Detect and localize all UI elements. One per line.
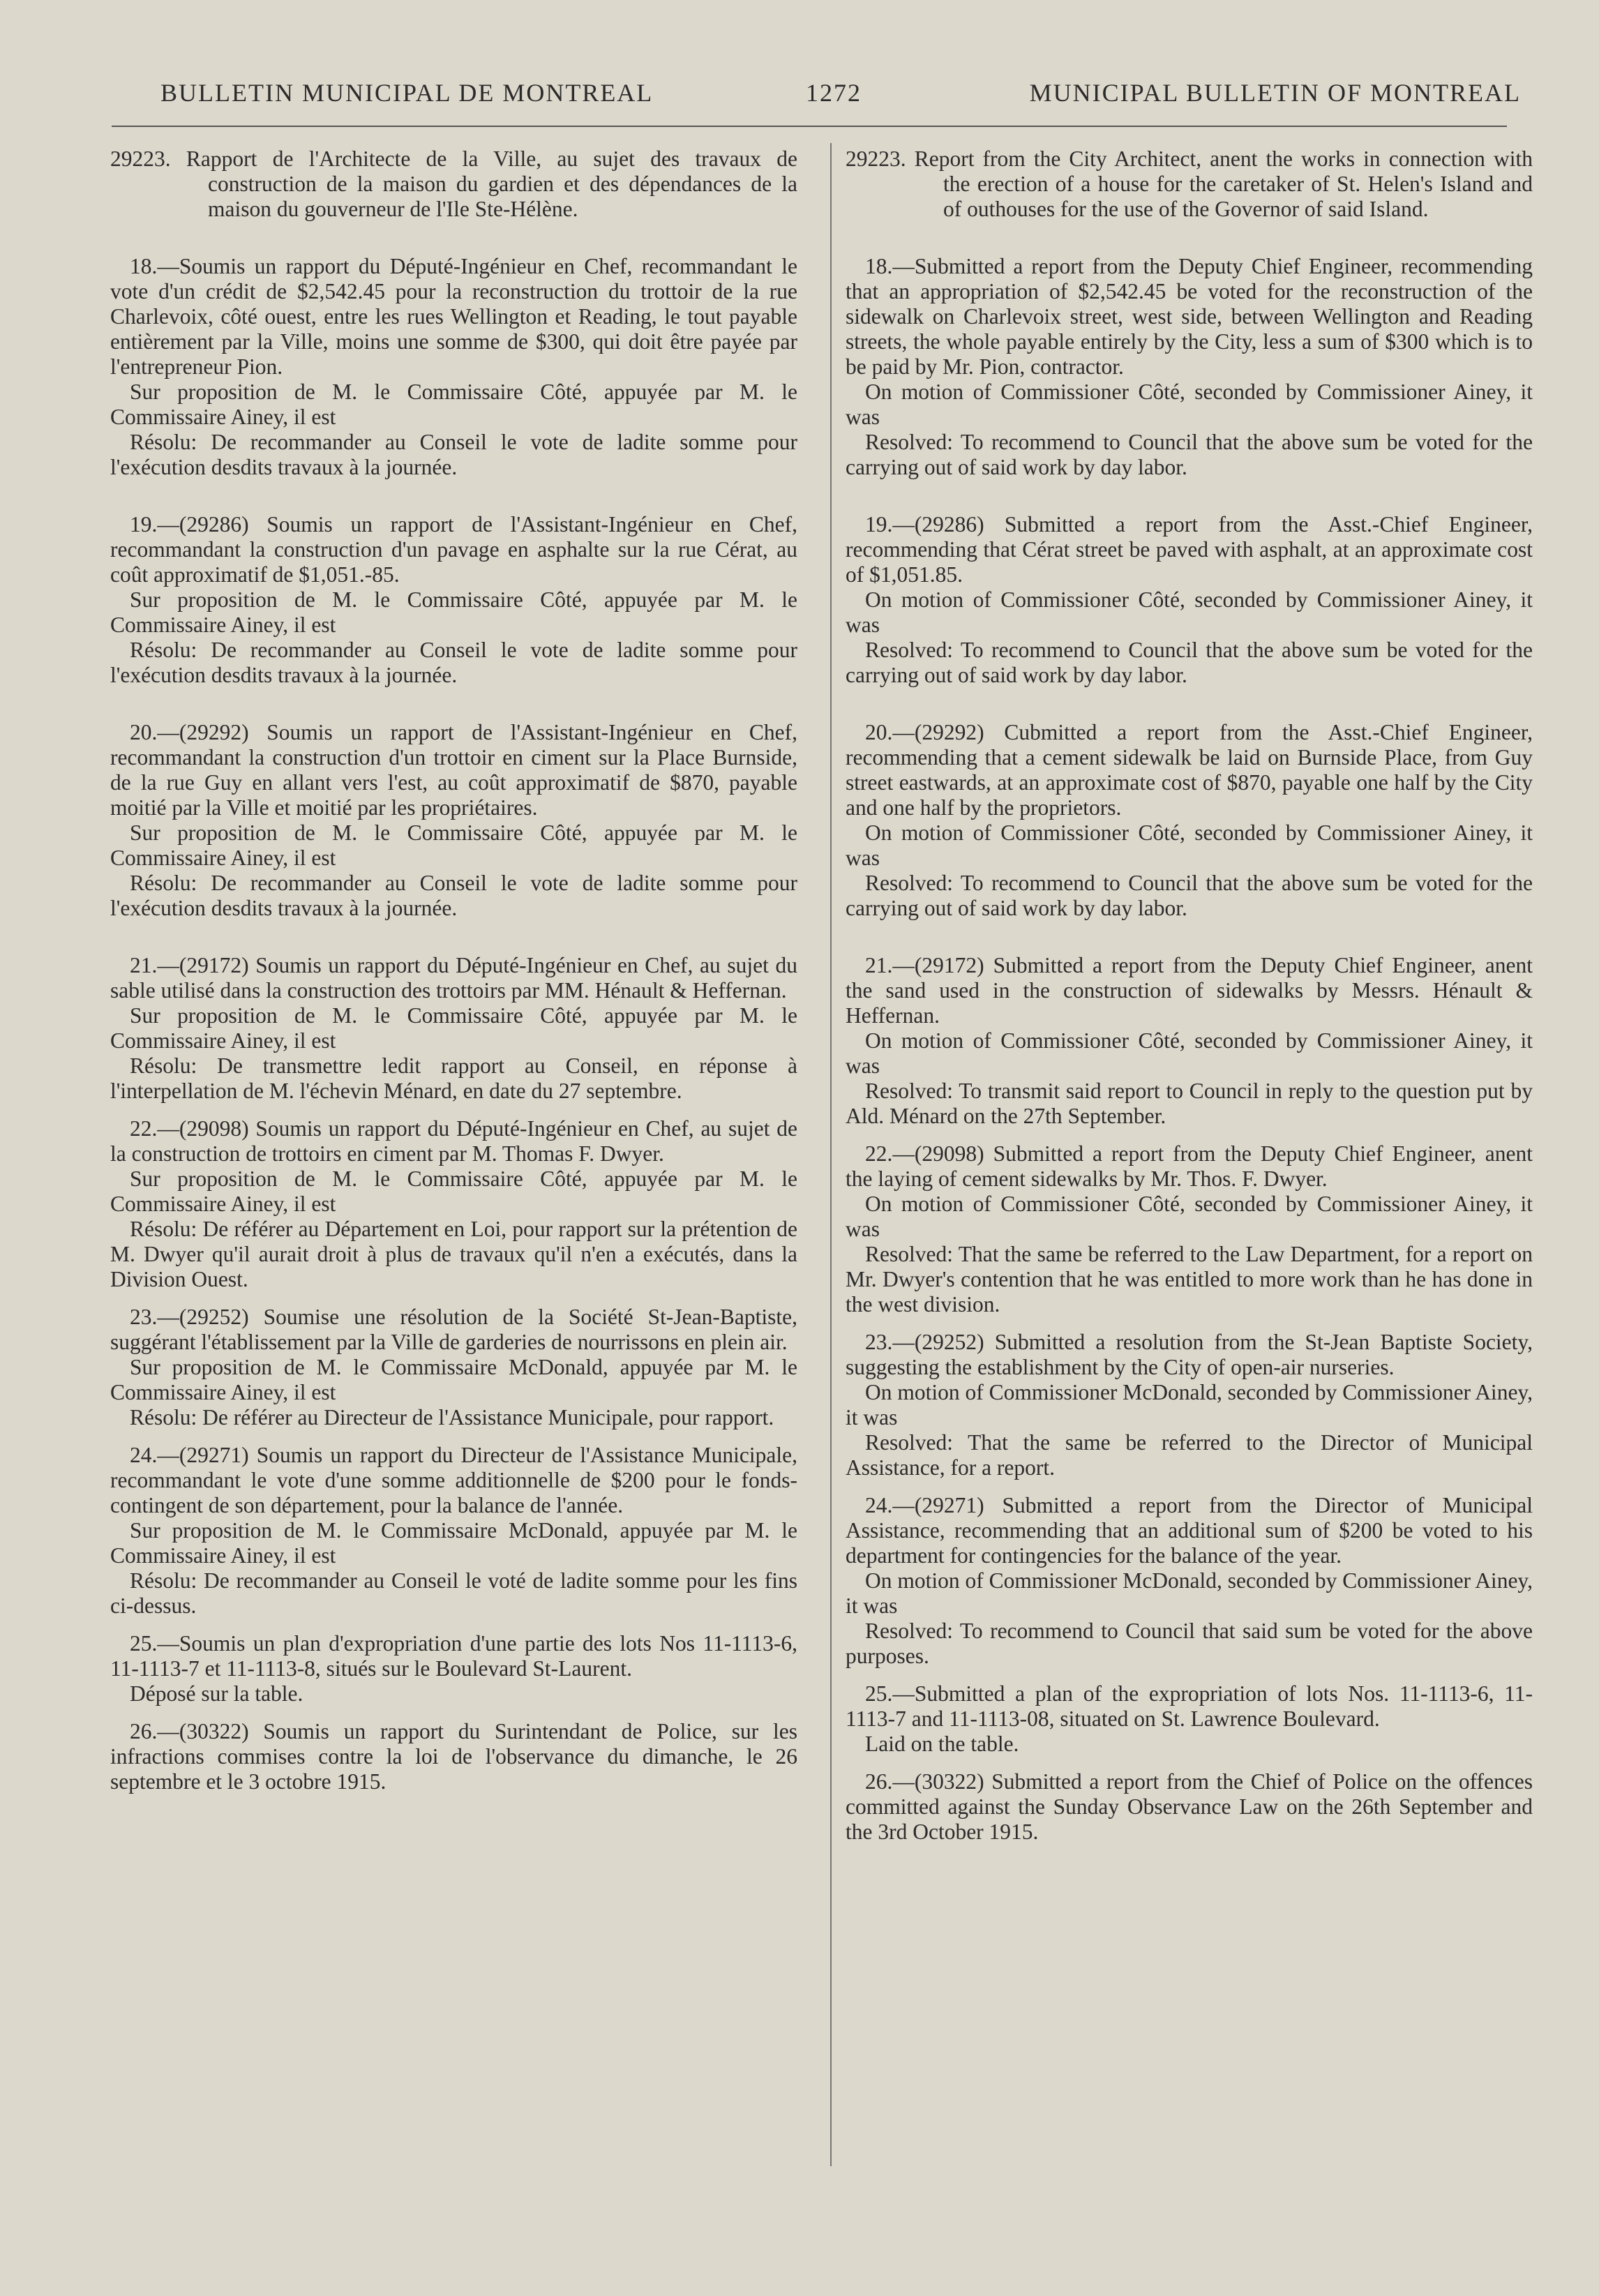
item-text: 20.—(29292) Cubmitted a report from the Asst.-Chief Engineer, recommending that a cement sidewalk be laid on Burnside Place, from Guy street eastwards, at an approximate cost of $870, payable one half by the City and one half by the proprietors. xyxy=(846,720,1533,820)
minute-item xyxy=(110,1116,797,1292)
item-resolution-text: On motion of Commissioner Côté, seconded by Commissioner Ainey, it was xyxy=(846,380,1533,429)
minute-item xyxy=(110,1631,797,1706)
item-resolution-text: Resolved: To recommend to Council that the above sum be voted for the carrying out of said work by day labor. xyxy=(846,638,1533,687)
item-text: 26.—(30322) Soumis un rapport du Surintendant de Police, sur les infractions commises contre la loi de l'observance du dimanche, le 26 septembre et le 3 octobre 1915. xyxy=(110,1719,797,1794)
item-resolution-text: Déposé sur la table. xyxy=(130,1681,303,1706)
page-number: 1272 xyxy=(806,79,862,107)
item-resolution-text: Résolu: De recommander au Conseil le vote de ladite somme pour l'exécution desdits travaux à la journée. xyxy=(110,871,797,920)
item-resolution-text: Resolved: To transmit said report to Council in reply to the question put by Ald. Ménard on the 27th September. xyxy=(846,1079,1533,1128)
item-resolution-text: Resolved: That the same be referred to the Law Department, for a report on Mr. Dwyer's contention that he was entitled to more work than he has done in the west division. xyxy=(846,1242,1533,1316)
minute-item xyxy=(846,1493,1533,1669)
item-text: 23.—(29252) Submitted a resolution from the St-Jean Baptiste Society, suggesting the establishment by the City of open-air nurseries. xyxy=(846,1330,1533,1379)
header-title-english: MUNICIPAL BULLETIN OF MONTREAL xyxy=(1029,79,1521,107)
minute-item xyxy=(110,953,797,1104)
minute-item xyxy=(846,1141,1533,1317)
item-text: 24.—(29271) Submitted a report from the Director of Municipal Assistance, recommending that an additional sum of $200 be voted to his department for contingencies for the balance of the year. xyxy=(846,1493,1533,1568)
minute-item xyxy=(846,1330,1533,1480)
item-resolution-text: Résolu: De recommander au Conseil le voté de ladite somme pour les fins ci-dessus. xyxy=(110,1568,797,1618)
minute-item xyxy=(110,1443,797,1619)
item-resolution-text: Sur proposition de M. le Commissaire McDonald, appuyée par M. le Commissaire Ainey, il est xyxy=(110,1518,797,1568)
minute-item xyxy=(110,1719,797,1794)
page-header xyxy=(105,78,1521,120)
item-text: 20.—(29292) Soumis un rapport de l'Assistant-Ingénieur en Chef, recommandant la construction d'un trottoir en ciment sur la Place Burnside, de la rue Guy en allant vers l'est, au coût approximatif de $870, payable moitié par la Ville et moitié par les propriétaires. xyxy=(110,720,797,820)
minute-item xyxy=(110,512,797,688)
item-text: 21.—(29172) Submitted a report from the Deputy Chief Engineer, anent the sand used in the construction of sidewalks by Messrs. Hénault & Heffernan. xyxy=(846,953,1533,1028)
item-text: 19.—(29286) Soumis un rapport de l'Assistant-Ingénieur en Chef, recommandant la construction d'un pavage en asphalte sur la rue Cérat, au coût approximatif de $1,051.-85. xyxy=(110,512,797,587)
item-resolution-text: Resolved: To recommend to Council that said sum be voted for the above purposes. xyxy=(846,1619,1533,1668)
item-resolution-text: Resolved: To recommend to Council that the above sum be voted for the carrying out of said work by day labor. xyxy=(846,430,1533,479)
minute-item xyxy=(846,953,1533,1129)
item-resolution-text: On motion of Commissioner Côté, seconded by Commissioner Ainey, it was xyxy=(846,1028,1533,1078)
item-text: 18.—Submitted a report from the Deputy Chief Engineer, recommending that an appropriation of $2,542.45 be voted for the reconstruction of the sidewalk on Charlevoix street, west side, between Wellington and Reading streets, the whole payable entirely by the City, less a sum of $300 which is to be paid by Mr. Pion, contractor. xyxy=(846,254,1533,379)
item-text: 21.—(29172) Soumis un rapport du Député-Ingénieur en Chef, au sujet du sable utilisé dans la construction des trottoirs par MM. Hénault & Heffernan. xyxy=(110,953,797,1003)
minute-item xyxy=(846,512,1533,688)
item-resolution-text: On motion of Commissioner McDonald, seconded by Commissioner Ainey, it was xyxy=(846,1568,1533,1618)
minute-item xyxy=(110,254,797,480)
item-resolution-text: On motion of Commissioner Côté, seconded by Commissioner Ainey, it was xyxy=(846,820,1533,870)
header-title-french: BULLETIN MUNICIPAL DE MONTREAL xyxy=(160,79,654,107)
item-text: 22.—(29098) Submitted a report from the Deputy Chief Engineer, anent the laying of cement sidewalks by Mr. Thos. F. Dwyer. xyxy=(846,1141,1533,1191)
minute-item xyxy=(110,1305,797,1430)
item-text: 18.—Soumis un rapport du Député-Ingénieur en Chef, recommandant le vote d'un crédit de $2,542.45 pour la reconstruction du trottoir de la rue Charlevoix, côté ouest, entre les rues Wellington et Reading, le tout payable entièrement par la Ville, moins une somme de $300, qui doit être payée par l'entrepreneur Pion. xyxy=(110,254,797,379)
item-resolution-text: On motion of Commissioner McDonald, seconded by Commissioner Ainey, it was xyxy=(846,1380,1533,1430)
item-resolution-text: Sur proposition de M. le Commissaire McDonald, appuyée par M. le Commissaire Ainey, il est xyxy=(110,1355,797,1404)
item-resolution-text: Sur proposition de M. le Commissaire Côté, appuyée par M. le Commissaire Ainey, il est xyxy=(110,587,797,637)
item-resolution-text: Sur proposition de M. le Commissaire Côté, appuyée par M. le Commissaire Ainey, il est xyxy=(110,1166,797,1216)
header-rule xyxy=(112,126,1507,127)
item-resolution-text: Résolu: De recommander au Conseil le vote de ladite somme pour l'exécution desdits travaux à la journée. xyxy=(110,430,797,479)
minute-item xyxy=(846,254,1533,480)
minute-item xyxy=(846,720,1533,921)
item-resolution-text: Résolu: De référer au Directeur de l'Assistance Municipale, pour rapport. xyxy=(130,1405,774,1430)
item-text: 29223. Report from the City Architect, anent the works in connection with the erection of a house for the caretaker of St. Helen's Island and of outhouses for the use of the Governor of said Island. xyxy=(846,147,1533,221)
item-resolution-text: Laid on the table. xyxy=(865,1732,1019,1756)
item-resolution-text: Résolu: De transmettre ledit rapport au Conseil, en réponse à l'interpellation de M. l'échevin Ménard, en date du 27 septembre. xyxy=(110,1053,797,1103)
item-text: 23.—(29252) Soumise une résolution de la Société St-Jean-Baptiste, suggérant l'établissement par la Ville de garderies de nourrissons en plein air. xyxy=(110,1305,797,1354)
english-column xyxy=(846,147,1533,2184)
item-resolution-text: On motion of Commissioner Côté, seconded by Commissioner Ainey, it was xyxy=(846,587,1533,637)
column-divider xyxy=(830,143,832,2166)
minute-item xyxy=(110,147,797,222)
item-resolution-text: Sur proposition de M. le Commissaire Côté, appuyée par M. le Commissaire Ainey, il est xyxy=(110,380,797,429)
item-text: 22.—(29098) Soumis un rapport du Député-Ingénieur en Chef, au sujet de la construction de trottoirs en ciment par M. Thomas F. Dwyer. xyxy=(110,1116,797,1166)
item-resolution-text: Résolu: De référer au Département en Loi, pour rapport sur la prétention de M. Dwyer qu'il aurait droit à plus de travaux qu'il n'en a exécutés, dans la Division Ouest. xyxy=(110,1217,797,1291)
item-text: 29223. Rapport de l'Architecte de la Ville, au sujet des travaux de construction de la maison du gardien et des dépendances de la maison du gouverneur de l'Ile Ste-Hélène. xyxy=(110,147,797,221)
item-resolution-text: Sur proposition de M. le Commissaire Côté, appuyée par M. le Commissaire Ainey, il est xyxy=(110,1003,797,1053)
item-resolution-text: Sur proposition de M. le Commissaire Côté, appuyée par M. le Commissaire Ainey, il est xyxy=(110,820,797,870)
item-text: 24.—(29271) Soumis un rapport du Directeur de l'Assistance Municipale, recommandant le vote d'une somme additionnelle de $200 pour le fonds-contingent de son département, pour la balance de l'année. xyxy=(110,1443,797,1517)
item-text: 25.—Submitted a plan of the expropriation of lots Nos. 11-1113-6, 11-1113-7 and 11-1113-08, situated on St. Lawrence Boulevard. xyxy=(846,1681,1533,1731)
minute-item xyxy=(846,147,1533,222)
item-text: 26.—(30322) Submitted a report from the Chief of Police on the offences committed against the Sunday Observance Law on the 26th September and the 3rd October 1915. xyxy=(846,1769,1533,1844)
item-resolution-text: On motion of Commissioner Côté, seconded by Commissioner Ainey, it was xyxy=(846,1192,1533,1241)
item-text: 25.—Soumis un plan d'expropriation d'une partie des lots Nos 11-1113-6, 11-1113-7 et 11-1113-8, situés sur le Boulevard St-Laurent. xyxy=(110,1631,797,1681)
item-text: 19.—(29286) Submitted a report from the Asst.-Chief Engineer, recommending that Cérat street be paved with asphalt, at an approximate cost of $1,051.85. xyxy=(846,512,1533,587)
minute-item xyxy=(846,1769,1533,1845)
item-resolution-text: Resolved: To recommend to Council that the above sum be voted for the carrying out of said work by day labor. xyxy=(846,871,1533,920)
item-resolution-text: Résolu: De recommander au Conseil le vote de ladite somme pour l'exécution desdits travaux à la journée. xyxy=(110,638,797,687)
minute-item xyxy=(846,1681,1533,1757)
french-column xyxy=(110,147,797,2184)
minute-item xyxy=(110,720,797,921)
item-resolution-text: Resolved: That the same be referred to the Director of Municipal Assistance, for a report. xyxy=(846,1430,1533,1480)
